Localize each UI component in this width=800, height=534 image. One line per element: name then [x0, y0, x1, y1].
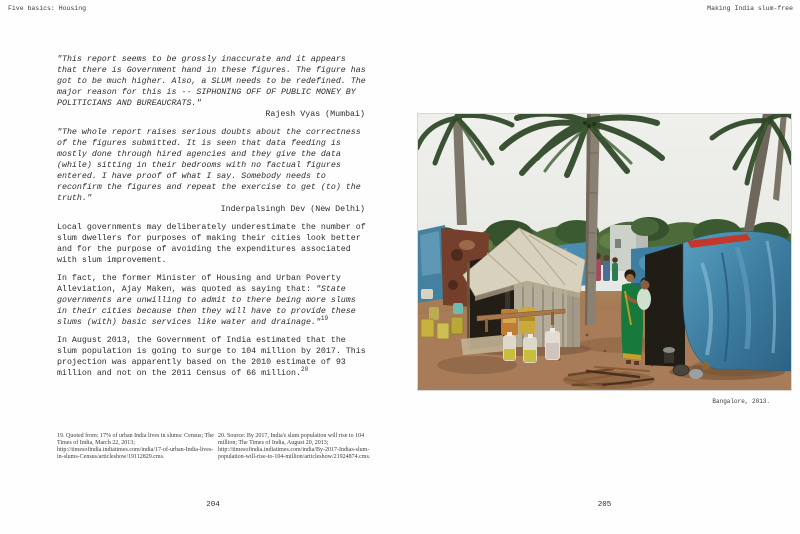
body-paragraph-3: [57, 222, 369, 266]
left-page-text-column: [57, 54, 369, 386]
quote-2-text: "The whole report raises serious doubts about the correctness of the figures submitted. It is seen that data feeding is mostly done through hired agencies and they give the data (while) sitting in their bedrooms with no factual figures entered. I have proof of what I say. Somebody needs to reconfirm the figures and repeat the exercise to get (to) the truth.": [57, 128, 361, 203]
quote-1-attribution: Rajesh Vyas (Mumbai): [265, 110, 365, 119]
paragraph-5-body: In August 2013, the Government of India estimated that the slum population is going to surge to 104 million by 2017. This projection was apparently based on the 2010 estimate of 93 million and not on the 2011 Census of 66 million.: [57, 336, 366, 378]
body-paragraph-5: [57, 335, 369, 379]
tree-over-building: [631, 218, 659, 236]
paragraph-5-text: [57, 335, 369, 379]
page-number-right: 205: [597, 501, 612, 509]
paragraph-4-quote: "State governments are unwilling to admit to there being more slums in their cities because then they will have to provide these slums (with) basic services like water and drainage.": [57, 285, 356, 327]
footnote-ref-20: 20: [300, 366, 309, 374]
body-paragraph-4: [57, 273, 369, 328]
slum-photo: [417, 113, 792, 391]
reader-quote-1: [57, 54, 369, 120]
footnote-20: 20. Source: By 2017, India's slum population will rise to 104 million; The Times of India, August 20, 2013; http://timesofindia.indiatimes.com/india/By-2017-Indias-slum-population-will-rise-to-104-million/articleshow/21924874.cms.: [218, 433, 371, 460]
paragraph-4-text: [57, 273, 369, 328]
footnote-19: 19. Quoted from: 17% of urban India lives in slums: Census; The Times of India, March 22, 2013; http://timesofindia.indiatimes.com/india/17-of-urban-India-lives-in-slums-Census/articleshow/19112829.cms.: [57, 433, 214, 460]
footnote-ref-19: 19: [320, 315, 329, 323]
quote-1-text: "This report seems to be grossly inaccurate and it appears that there is Government hand in these figures. The figure has got to be much higher. Also, a SLUM needs to be redefined. The major reason for this is -- SIPHONING OFF OF PUBLIC MONEY BY POLITICIANS AND BUREAUCRATS.": [57, 55, 366, 108]
running-head-left: Five basics: Housing: [8, 5, 87, 12]
page-number-left: 204: [206, 501, 220, 509]
reader-quote-2: [57, 127, 369, 215]
paragraph-3-text: Local governments may deliberately underestimate the number of slum dwellers for purposes of making their cities look better and for the purpose of avoiding the expenditures associated with slum improvement.: [57, 223, 366, 265]
photo-caption: Bangalore, 2013.: [712, 398, 770, 405]
slum-photo-illustration: [417, 113, 792, 391]
quote-2-attribution: Inderpalsingh Dev (New Delhi): [220, 205, 365, 214]
paragraph-4-lead: In fact, the former Minister of Housing and Urban Poverty Alleviation, Ajay Maken, was quoted as saying that:: [57, 274, 341, 294]
running-head-right: Making India slum-free: [707, 5, 793, 12]
